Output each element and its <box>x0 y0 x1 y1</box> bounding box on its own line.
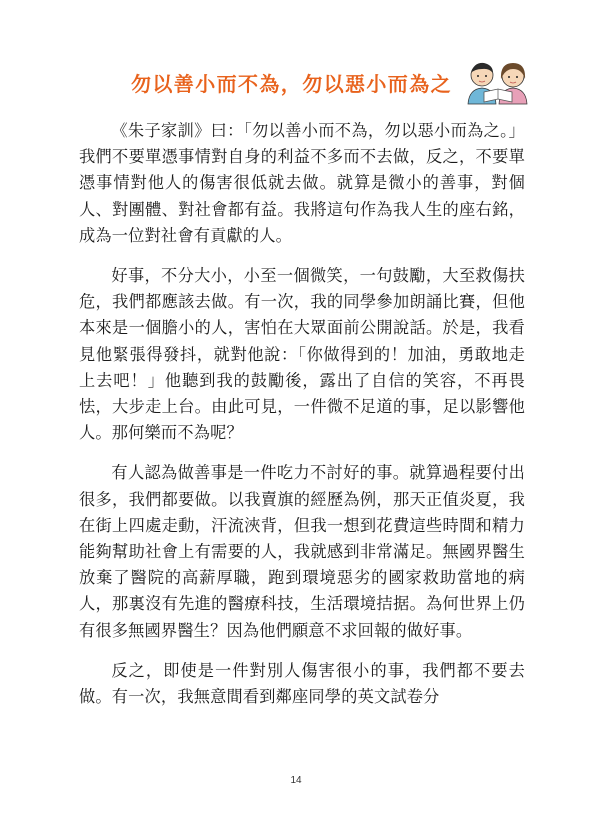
title-row <box>0 58 592 108</box>
page-number: 14 <box>290 775 302 786</box>
two-children-reading-icon <box>462 58 534 106</box>
paragraph-1: 《朱子家訓》曰：「勿以善小而不為，勿以惡小而為之。」我們不要單憑事情對自身的利益不多而不去做，反之，不要單憑事情對他人的傷害很低就去做。就算是微小的善事，對個人、對團體、對社會都有益。我將這句作為我人生的座右銘，成為一位對社會有貢獻的人。 <box>79 121 525 245</box>
essay-body <box>79 118 525 724</box>
paragraph-3: 有人認為做善事是一件吃力不討好的事。就算過程要付出很多，我們都要做。以我賣旗的經歷為例，那天正值炎夏，我在街上四處走動，汗流浹背，但我一想到花費這些時間和精力能夠幫助社會上有需要的人，我就感到非常滿足。無國界醫生放棄了醫院的高薪厚職，跑到環境惡劣的國家救助當地的病人，那裏沒有先進的醫療科技，生活環境拮据。為何世界上仍有很多無國界醫生？因為他們願意不求回報的做好事。 <box>79 463 525 640</box>
paragraph-2: 好事，不分大小，小至一個微笑，一句鼓勵，大至救傷扶危，我們都應該去做。有一次，我的同學參加朗誦比賽，但他本來是一個膽小的人，害怕在大眾面前公開說話。於是，我看見他緊張得發抖，就對他說：「你做得到的！加油，勇敢地走上去吧！」他聽到我的鼓勵後，露出了自信的笑容，不再畏怯，大步走上台。由此可見，一件微不足道的事，足以影響他人。那何樂而不為呢？ <box>79 266 525 443</box>
paragraph-4: 反之，即使是一件對別人傷害很小的事，我們都不要去做。有一次，我無意間看到鄰座同學的英文試卷分 <box>79 660 525 707</box>
page-title: 勿以善小而不為，勿以惡小而為之 <box>131 72 452 96</box>
